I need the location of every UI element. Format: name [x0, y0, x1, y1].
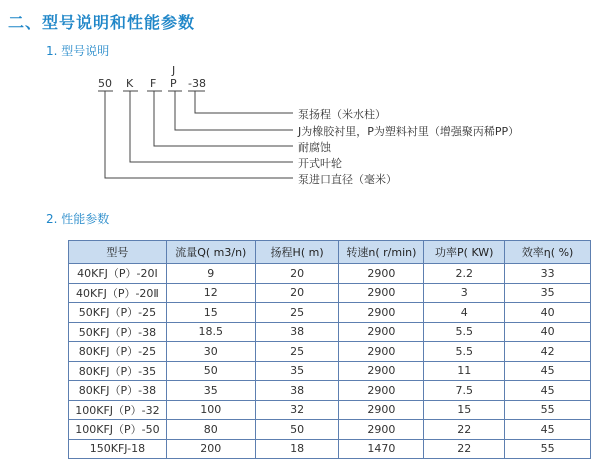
code-part-head: -38	[188, 77, 206, 90]
cell-head: 25	[255, 342, 339, 362]
cell-head: 35	[255, 361, 339, 381]
cell-flow: 35	[166, 381, 255, 401]
cell-head: 18	[255, 439, 339, 459]
cell-flow: 30	[166, 342, 255, 362]
leader-line-head	[195, 91, 293, 113]
cell-speed: 2900	[339, 420, 424, 440]
cell-model: 50KFJ（P）-38	[69, 322, 167, 342]
table-row	[69, 381, 591, 401]
header-efficiency: 效率η( %)	[505, 241, 591, 264]
model-code-diagram	[0, 0, 600, 200]
cell-model: 50KFJ（P）-25	[69, 303, 167, 323]
cell-model: 40KFJ（P）-20Ⅱ	[69, 283, 167, 303]
cell-power: 5.5	[424, 342, 505, 362]
cell-power: 2.2	[424, 264, 505, 284]
code-part-diameter: 50	[98, 77, 112, 90]
cell-speed: 1470	[339, 439, 424, 459]
table-row	[69, 342, 591, 362]
cell-efficiency: 55	[505, 439, 591, 459]
cell-head: 32	[255, 400, 339, 420]
performance-heading: 2. 性能参数	[46, 212, 110, 226]
cell-power: 5.5	[424, 322, 505, 342]
table-row	[69, 303, 591, 323]
table-row	[69, 439, 591, 459]
table-row	[69, 361, 591, 381]
cell-power: 3	[424, 283, 505, 303]
header-model: 型号	[69, 241, 167, 264]
cell-model: 80KFJ（P）-38	[69, 381, 167, 401]
table-header-row	[69, 241, 591, 264]
cell-efficiency: 45	[505, 381, 591, 401]
cell-power: 22	[424, 439, 505, 459]
header-speed: 转速n( r/min)	[339, 241, 424, 264]
cell-flow: 100	[166, 400, 255, 420]
legend-head: 泵扬程（米水柱）	[298, 108, 386, 121]
cell-flow: 80	[166, 420, 255, 440]
cell-flow: 50	[166, 361, 255, 381]
legend-impeller: 开式叶轮	[298, 157, 342, 170]
legend-corrosion: 耐腐蚀	[298, 141, 331, 154]
section-title: 二、型号说明和性能参数	[8, 13, 196, 32]
cell-efficiency: 45	[505, 361, 591, 381]
code-part-p: P	[170, 77, 177, 90]
cell-flow: 200	[166, 439, 255, 459]
cell-head: 20	[255, 283, 339, 303]
cell-power: 22	[424, 420, 505, 440]
cell-flow: 18.5	[166, 322, 255, 342]
leader-line-diameter	[105, 91, 293, 178]
cell-power: 15	[424, 400, 505, 420]
cell-speed: 2900	[339, 381, 424, 401]
cell-power: 7.5	[424, 381, 505, 401]
cell-flow: 12	[166, 283, 255, 303]
cell-head: 50	[255, 420, 339, 440]
header-power: 功率P( KW)	[424, 241, 505, 264]
cell-speed: 2900	[339, 303, 424, 323]
cell-model: 150KFJ-18	[69, 439, 167, 459]
table-row	[69, 400, 591, 420]
cell-efficiency: 40	[505, 303, 591, 323]
cell-speed: 2900	[339, 361, 424, 381]
code-part-k: K	[126, 77, 134, 90]
cell-efficiency: 42	[505, 342, 591, 362]
cell-model: 80KFJ（P）-25	[69, 342, 167, 362]
cell-power: 11	[424, 361, 505, 381]
legend-diameter: 泵进口直径（毫米）	[298, 173, 397, 186]
header-head: 扬程H( m)	[255, 241, 339, 264]
table-row	[69, 420, 591, 440]
cell-speed: 2900	[339, 400, 424, 420]
cell-speed: 2900	[339, 342, 424, 362]
table-row	[69, 322, 591, 342]
cell-speed: 2900	[339, 322, 424, 342]
cell-head: 38	[255, 322, 339, 342]
leader-line-lining	[175, 91, 293, 130]
cell-speed: 2900	[339, 264, 424, 284]
code-j-label: J	[172, 64, 176, 77]
cell-speed: 2900	[339, 283, 424, 303]
code-part-f: F	[150, 77, 157, 90]
header-flow: 流量Q( m3/n)	[166, 241, 255, 264]
model-description-heading: 1. 型号说明	[46, 44, 110, 58]
cell-power: 4	[424, 303, 505, 323]
cell-model: 40KFJ（P）-20Ⅰ	[69, 264, 167, 284]
cell-efficiency: 33	[505, 264, 591, 284]
cell-head: 38	[255, 381, 339, 401]
cell-model: 80KFJ（P）-35	[69, 361, 167, 381]
cell-head: 20	[255, 264, 339, 284]
table-row	[69, 283, 591, 303]
cell-model: 100KFJ（P）-50	[69, 420, 167, 440]
table-body	[69, 264, 591, 459]
cell-model: 100KFJ（P）-32	[69, 400, 167, 420]
cell-flow: 15	[166, 303, 255, 323]
cell-flow: 9	[166, 264, 255, 284]
legend-lining: J为橡胶衬里，P为塑料衬里（增强聚丙稀PP）	[298, 125, 520, 138]
cell-efficiency: 35	[505, 283, 591, 303]
table-row	[69, 264, 591, 284]
cell-efficiency: 45	[505, 420, 591, 440]
cell-head: 25	[255, 303, 339, 323]
cell-efficiency: 40	[505, 322, 591, 342]
cell-efficiency: 55	[505, 400, 591, 420]
performance-table	[68, 240, 591, 459]
